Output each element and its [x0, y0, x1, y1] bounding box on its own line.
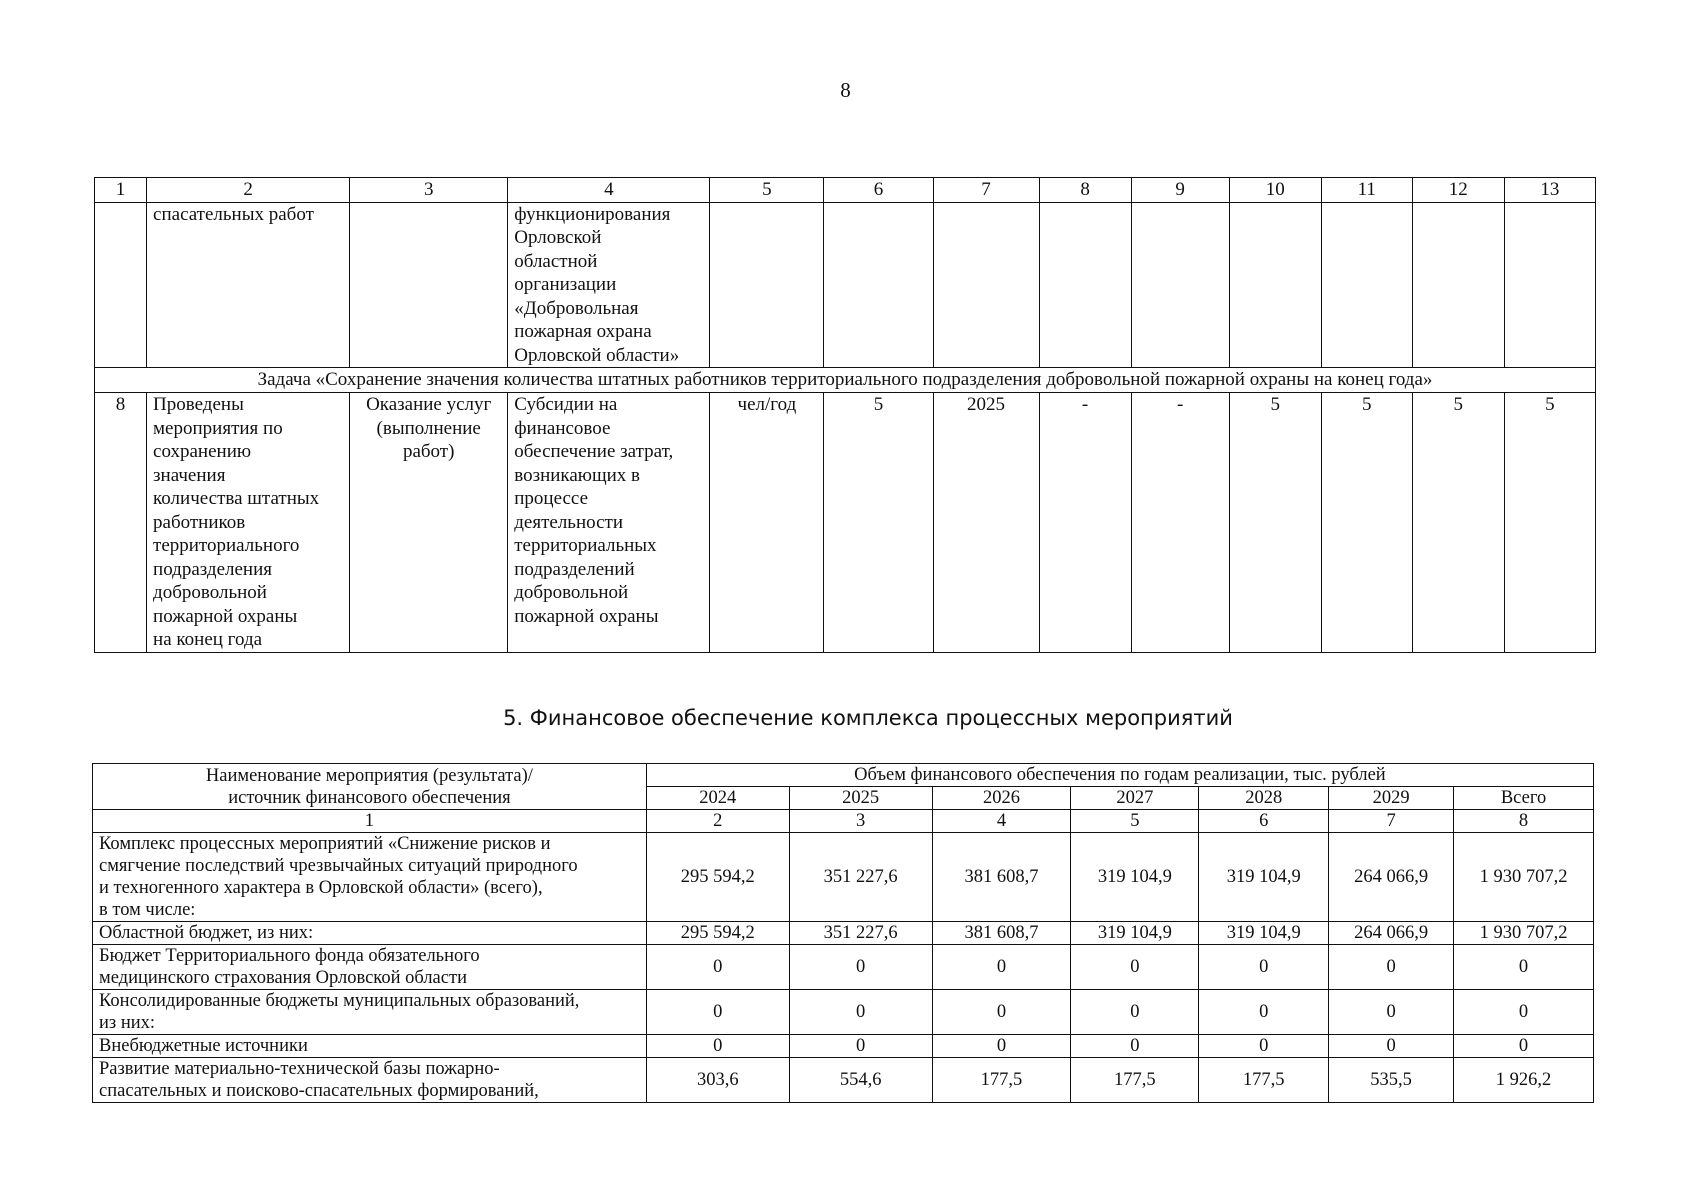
column-number: 4	[508, 178, 710, 203]
name-line: смягчение последствий чрезвычайных ситуаций природного	[99, 856, 578, 876]
total-cell: 0	[1454, 990, 1594, 1035]
value-cell: 264 066,9	[1329, 833, 1454, 922]
value-cell: 351 227,6	[789, 922, 932, 945]
column-number: 10	[1229, 178, 1321, 203]
value-cell: 5	[1412, 393, 1504, 653]
cell-line: (выполнение	[376, 417, 481, 439]
cell-line: на конец года	[153, 629, 263, 650]
column-number: 7	[1329, 810, 1454, 833]
value-cell: 0	[646, 990, 789, 1035]
result-type-cell	[350, 393, 508, 653]
value-cell: 0	[1329, 945, 1454, 990]
table-row	[93, 1035, 1594, 1058]
value-cell: 177,5	[1071, 1058, 1199, 1103]
column-number: 2	[147, 178, 350, 203]
total-cell: 0	[1454, 1035, 1594, 1058]
value-cell: 0	[789, 1035, 932, 1058]
column-number: 6	[824, 178, 933, 203]
value-cell: 0	[646, 1035, 789, 1058]
cell-line: «Добровольная	[514, 297, 639, 319]
value-cell: 0	[1199, 990, 1329, 1035]
column-number: 13	[1504, 178, 1595, 203]
task-row	[95, 368, 1596, 393]
total-header: Всего	[1454, 787, 1594, 810]
table-cell	[824, 202, 933, 368]
column-number: 4	[932, 810, 1071, 833]
cell-line: обеспечение затрат,	[514, 441, 674, 462]
name-header	[93, 764, 647, 810]
value-cell: 319 104,9	[1071, 922, 1199, 945]
cell-line: деятельности	[514, 511, 624, 533]
total-cell: 0	[1454, 945, 1594, 990]
year-header: 2028	[1199, 787, 1329, 810]
task-title: Задача «Сохранение значения количества штатных работников территориального подразделения добровольной пожарной охраны на конец года»	[95, 368, 1596, 393]
table-row	[93, 833, 1594, 922]
cell-line: мероприятия по	[153, 417, 283, 439]
value-cell: 0	[1329, 1035, 1454, 1058]
value-cell: 0	[1071, 1035, 1199, 1058]
row-name	[93, 922, 647, 945]
value-cell: -	[1131, 393, 1229, 653]
table-row	[93, 990, 1594, 1035]
column-number: 12	[1412, 178, 1504, 203]
column-number: 3	[350, 178, 508, 203]
cell-line: процессе	[514, 488, 589, 509]
table-row	[93, 945, 1594, 990]
base-year-cell: 2025	[933, 393, 1039, 653]
financing-table	[92, 763, 1594, 1103]
table-cell	[1412, 202, 1504, 368]
header-row	[93, 764, 1594, 787]
table-cell	[1504, 202, 1595, 368]
value-cell: 351 227,6	[789, 833, 932, 922]
cell-line: возникающих в	[514, 464, 641, 486]
table-cell	[710, 202, 824, 368]
value-cell: 319 104,9	[1199, 922, 1329, 945]
cell-line: количества штатных	[153, 488, 320, 509]
value-cell: 5	[1504, 393, 1595, 653]
value-cell: 177,5	[932, 1058, 1071, 1103]
value-cell: 295 594,2	[646, 922, 789, 945]
name-line: Бюджет Территориального фонда обязательного	[99, 946, 480, 966]
cell-line: областной	[514, 250, 598, 272]
result-name-cell	[147, 393, 350, 653]
value-cell: 0	[789, 990, 932, 1035]
value-cell: 295 594,2	[646, 833, 789, 922]
table-cell	[1229, 202, 1321, 368]
value-cell: 554,6	[789, 1058, 932, 1103]
name-line: медицинского страхования Орловской области	[99, 968, 467, 988]
cell-line: Орловской области»	[514, 344, 680, 366]
cell-line: территориального	[153, 535, 300, 556]
value-cell: 0	[1071, 990, 1199, 1035]
value-cell: 381 608,7	[932, 833, 1071, 922]
cell-text: спасательных работ	[153, 203, 314, 225]
column-number: 9	[1131, 178, 1229, 203]
value-cell: 319 104,9	[1199, 833, 1329, 922]
total-cell: 1 926,2	[1454, 1058, 1594, 1103]
year-header: 2027	[1071, 787, 1199, 810]
column-number: 3	[789, 810, 932, 833]
cell-line: сохранению	[153, 441, 252, 462]
name-line: Областной бюджет, из них:	[99, 923, 314, 943]
value-cell: -	[1039, 393, 1131, 653]
cell-line: работ)	[402, 441, 455, 462]
table-row	[95, 202, 1596, 368]
name-line: Развитие материально-технической базы пожарно-	[99, 1059, 500, 1079]
cell-line: финансовое	[514, 417, 611, 439]
column-numbers-row	[95, 178, 1596, 203]
cell-line: работников	[153, 511, 246, 533]
page-number: 8	[840, 78, 851, 102]
table-cell	[933, 202, 1039, 368]
value-cell: 381 608,7	[932, 922, 1071, 945]
column-number: 8	[1454, 810, 1594, 833]
table-cell	[95, 202, 147, 368]
unit-cell: чел/год	[710, 393, 824, 653]
volume-header: Объем финансового обеспечения по годам реализации, тыс. рублей	[646, 764, 1593, 787]
name-line: в том числе:	[99, 900, 196, 920]
year-header: 2024	[646, 787, 789, 810]
cell-line: организации	[514, 274, 617, 295]
cell-line: значения	[153, 464, 226, 486]
column-number: 1	[95, 178, 147, 203]
name-line: из них:	[99, 1013, 156, 1033]
table-row	[93, 922, 1594, 945]
value-cell: 177,5	[1199, 1058, 1329, 1103]
table-row	[95, 393, 1596, 653]
value-cell: 0	[1329, 990, 1454, 1035]
value-cell: 303,6	[646, 1058, 789, 1103]
section-title: 5. Финансовое обеспечение комплекса процессных мероприятий	[503, 706, 1233, 730]
table-cell	[350, 202, 508, 368]
name-line: Внебюджетные источники	[99, 1036, 308, 1056]
column-number: 5	[1071, 810, 1199, 833]
row-name	[93, 990, 647, 1035]
column-number: 6	[1199, 810, 1329, 833]
value-cell: 0	[932, 1035, 1071, 1058]
cell-line: добровольной	[514, 582, 629, 603]
cell-line: подразделений	[514, 558, 635, 580]
cell-line: подразделения	[153, 558, 273, 580]
total-cell: 1 930 707,2	[1454, 922, 1594, 945]
column-numbers-row	[93, 810, 1594, 833]
year-header: 2025	[789, 787, 932, 810]
name-line: Консолидированные бюджеты муниципальных образований,	[99, 991, 580, 1011]
header-line: Наименование мероприятия (результата)/	[205, 765, 533, 786]
value-cell: 0	[932, 990, 1071, 1035]
year-header: 2026	[932, 787, 1071, 810]
row-number: 8	[95, 393, 147, 653]
value-cell: 0	[1199, 1035, 1329, 1058]
column-number: 2	[646, 810, 789, 833]
value-cell: 0	[646, 945, 789, 990]
year-header: 2029	[1329, 787, 1454, 810]
row-name	[93, 1035, 647, 1058]
name-line: спасательных и поисково-спасательных формирований,	[99, 1081, 539, 1101]
total-cell: 1 930 707,2	[1454, 833, 1594, 922]
table-cell	[508, 202, 710, 368]
table-cell	[147, 202, 350, 368]
value-cell: 0	[1071, 945, 1199, 990]
value-cell: 0	[1199, 945, 1329, 990]
value-cell: 319 104,9	[1071, 833, 1199, 922]
cell-line: добровольной	[153, 582, 267, 603]
table-cell	[1131, 202, 1229, 368]
indicators-table	[94, 177, 1596, 653]
value-cell: 0	[932, 945, 1071, 990]
cell-line: функционирования	[514, 203, 671, 225]
cell-line: территориальных	[514, 535, 657, 556]
cell-line: пожарная охрана	[514, 321, 652, 342]
name-line: и техногенного характера в Орловской области» (всего),	[99, 878, 543, 898]
row-name	[93, 1058, 647, 1103]
table-cell	[1039, 202, 1131, 368]
value-cell: 5	[1321, 393, 1412, 653]
cell-line: Орловской	[514, 227, 602, 248]
row-name	[93, 833, 647, 922]
column-number: 5	[710, 178, 824, 203]
result-description-cell	[508, 393, 710, 653]
cell-line: Проведены	[153, 394, 244, 415]
base-value-cell: 5	[824, 393, 933, 653]
column-number: 7	[933, 178, 1039, 203]
table-row	[93, 1058, 1594, 1103]
row-name	[93, 945, 647, 990]
header-line: источник финансового обеспечения	[228, 787, 511, 808]
table-cell	[1321, 202, 1412, 368]
value-cell: 535,5	[1329, 1058, 1454, 1103]
value-cell: 5	[1229, 393, 1321, 653]
cell-line: Субсидии на	[514, 394, 618, 415]
cell-line: Оказание услуг	[366, 394, 492, 415]
cell-line: пожарной охраны	[514, 605, 659, 627]
cell-line: пожарной охраны	[153, 605, 298, 627]
column-number: 1	[93, 810, 647, 833]
value-cell: 264 066,9	[1329, 922, 1454, 945]
value-cell: 0	[789, 945, 932, 990]
column-number: 11	[1321, 178, 1412, 203]
name-line: Комплекс процессных мероприятий «Снижение рисков и	[99, 834, 551, 854]
column-number: 8	[1039, 178, 1131, 203]
